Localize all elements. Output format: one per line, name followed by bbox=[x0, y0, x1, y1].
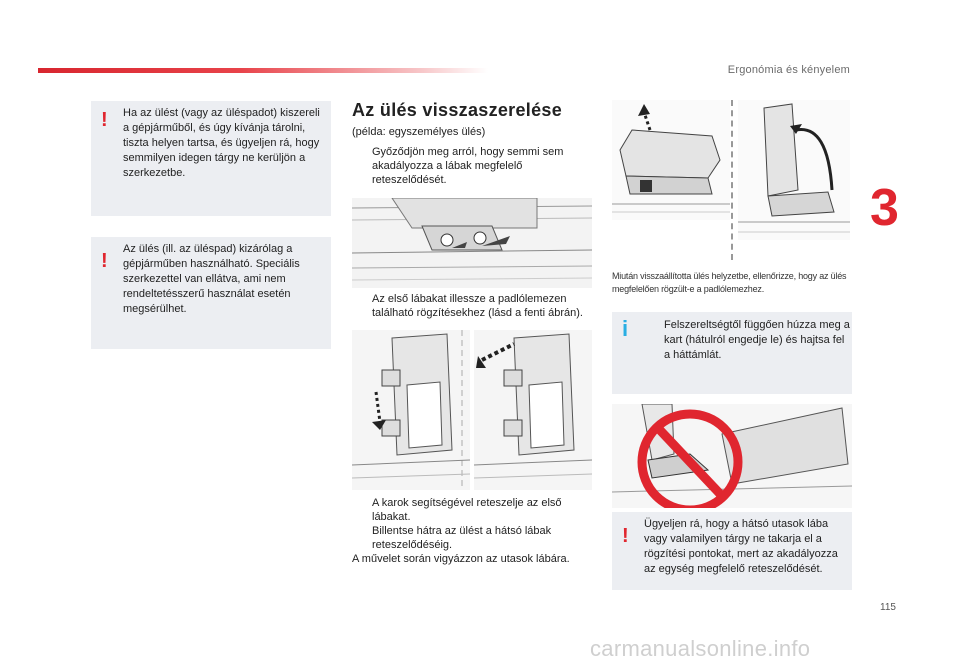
bullet-icon bbox=[352, 496, 372, 524]
bullet-icon bbox=[352, 145, 372, 187]
page-number: 115 bbox=[880, 602, 896, 613]
warning-icon: ! bbox=[622, 525, 629, 547]
figure-seat-folded bbox=[612, 100, 730, 220]
step-2 bbox=[352, 292, 592, 320]
info-note-text: Felszereltségtől függően húzza meg a kart (hátulról engedje le) és hajtsa fel a háttámlát. bbox=[664, 319, 850, 361]
warning-icon: ! bbox=[101, 109, 108, 131]
figure-caption: Miután visszaállította ülés helyzetbe, ellenőrizze, hogy az ülés megfelelően rögzült-e a padlólemezhez. bbox=[612, 271, 847, 294]
warning-note-usage-text: Az ülés (ill. az üléspad) kizárólag a gépjárműben használható. Speciális szerkezettel van ellátva, ami nem rendeltetésszerű használat esetén megsérülhet. bbox=[123, 243, 300, 315]
warning-note-storage-text: Ha az ülést (vagy az üléspadot) kiszereli a gépjárműből, és úgy kívánja tárolni, tiszta helyen tartsa, és ügyeljen rá, hogy semmilyen idegen tárgy ne kerüljön a szerkezetbe. bbox=[123, 107, 320, 179]
step-1 bbox=[352, 145, 582, 187]
figure-front-legs-left bbox=[352, 330, 470, 490]
steps-3-4 bbox=[352, 496, 592, 566]
step-3-text: A karok segítségével reteszelje az első lábakat. bbox=[372, 497, 562, 523]
page-subtitle: (példa: egyszemélyes ülés) bbox=[352, 126, 486, 138]
warning-note-usage bbox=[91, 237, 331, 349]
step-3 bbox=[352, 496, 592, 524]
warning-note-passengers bbox=[612, 512, 852, 590]
watermark: carmanualsonline.info bbox=[590, 636, 811, 661]
warning-icon: ! bbox=[101, 250, 108, 272]
step-4 bbox=[352, 524, 592, 552]
step-4-text: Billentse hátra az ülést a hátsó lábak reteszelődéséig. bbox=[372, 525, 552, 551]
section-title: Ergonómia és kényelem bbox=[727, 64, 850, 76]
step-1-text: Győződjön meg arról, hogy semmi sem akadályozza a lábak megfelelő reteszelődését. bbox=[372, 146, 564, 186]
page-heading: Az ülés visszaszerelése bbox=[352, 100, 563, 120]
step-2-text: Az első lábakat illessze a padlólemezen található rögzítésekhez (lásd a fenti ábrán). bbox=[372, 293, 583, 319]
figure-divider bbox=[731, 100, 733, 260]
chapter-number: 3 bbox=[870, 179, 899, 237]
info-note-lever bbox=[612, 312, 852, 394]
info-note-lever-text bbox=[644, 318, 850, 363]
warning-note-storage bbox=[91, 101, 331, 216]
bullet-icon bbox=[644, 318, 664, 363]
bullet-icon bbox=[352, 524, 372, 552]
figure-front-legs-right bbox=[474, 330, 592, 490]
closing-note: A művelet során vigyázzon az utasok lábára. bbox=[352, 553, 570, 565]
figure-feet-prohibited bbox=[612, 404, 852, 508]
info-icon: i bbox=[622, 316, 629, 341]
bullet-icon bbox=[352, 292, 372, 320]
figure-seat-upright bbox=[738, 100, 850, 240]
warning-note-passengers-text: Ügyeljen rá, hogy a hátsó utasok lába vagy valamilyen tárgy ne takarja el a rögzítési pontokat, mert az akadályozza az egység megfelelő reteszelődését. bbox=[644, 518, 838, 575]
figure-floor-anchor bbox=[352, 198, 592, 288]
header-accent-bar bbox=[38, 68, 488, 73]
